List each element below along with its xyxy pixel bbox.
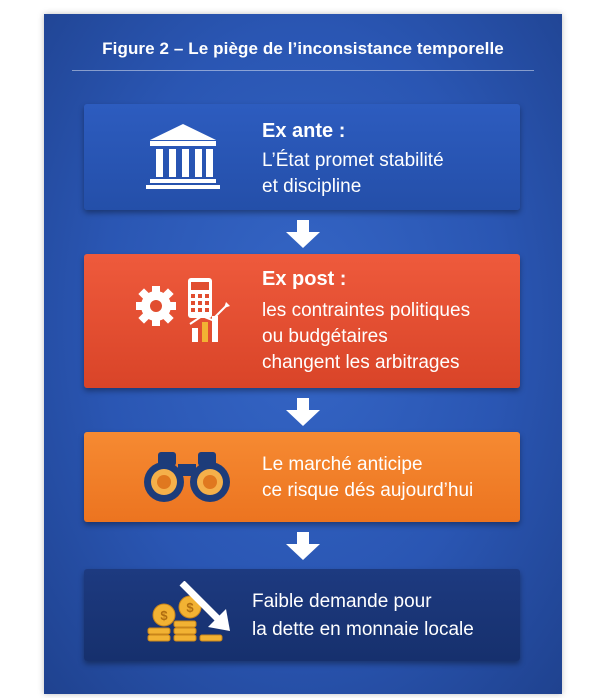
coins-down-arrow-icon xyxy=(142,581,238,651)
step-line: les contraintes politiques xyxy=(262,300,471,321)
step-line: Faible demande pour xyxy=(252,591,432,612)
step-line: et discipline xyxy=(262,176,362,197)
step-line: Le marché anticipe xyxy=(262,454,423,475)
step-ex-post xyxy=(84,254,520,388)
step-line: changent les arbitrages xyxy=(262,352,460,373)
step-line: la dette en monnaie locale xyxy=(252,619,474,640)
figure-panel xyxy=(44,14,562,694)
step-ex-ante xyxy=(84,104,520,210)
svg-text:$: $ xyxy=(160,608,168,623)
title-divider xyxy=(72,70,534,71)
step-line: ou budgétaires xyxy=(262,326,388,347)
step-market-anticipation xyxy=(84,432,520,522)
down-arrow-icon xyxy=(286,532,320,560)
government-building-icon xyxy=(146,122,220,190)
down-arrow-icon xyxy=(286,398,320,426)
step-line: L’État promet stabilité xyxy=(262,150,444,171)
step-heading: Ex post : xyxy=(262,268,347,290)
down-arrow-icon xyxy=(286,220,320,248)
gears-calculator-chart-icon xyxy=(132,276,232,346)
step-low-demand xyxy=(84,569,520,661)
binoculars-icon xyxy=(142,450,232,502)
step-heading: Ex ante : xyxy=(262,120,346,142)
svg-text:$: $ xyxy=(186,600,194,615)
figure-title: Figure 2 – Le piège de l’inconsistance temporelle xyxy=(102,39,504,58)
step-line: ce risque dés aujourd’hui xyxy=(262,480,474,501)
